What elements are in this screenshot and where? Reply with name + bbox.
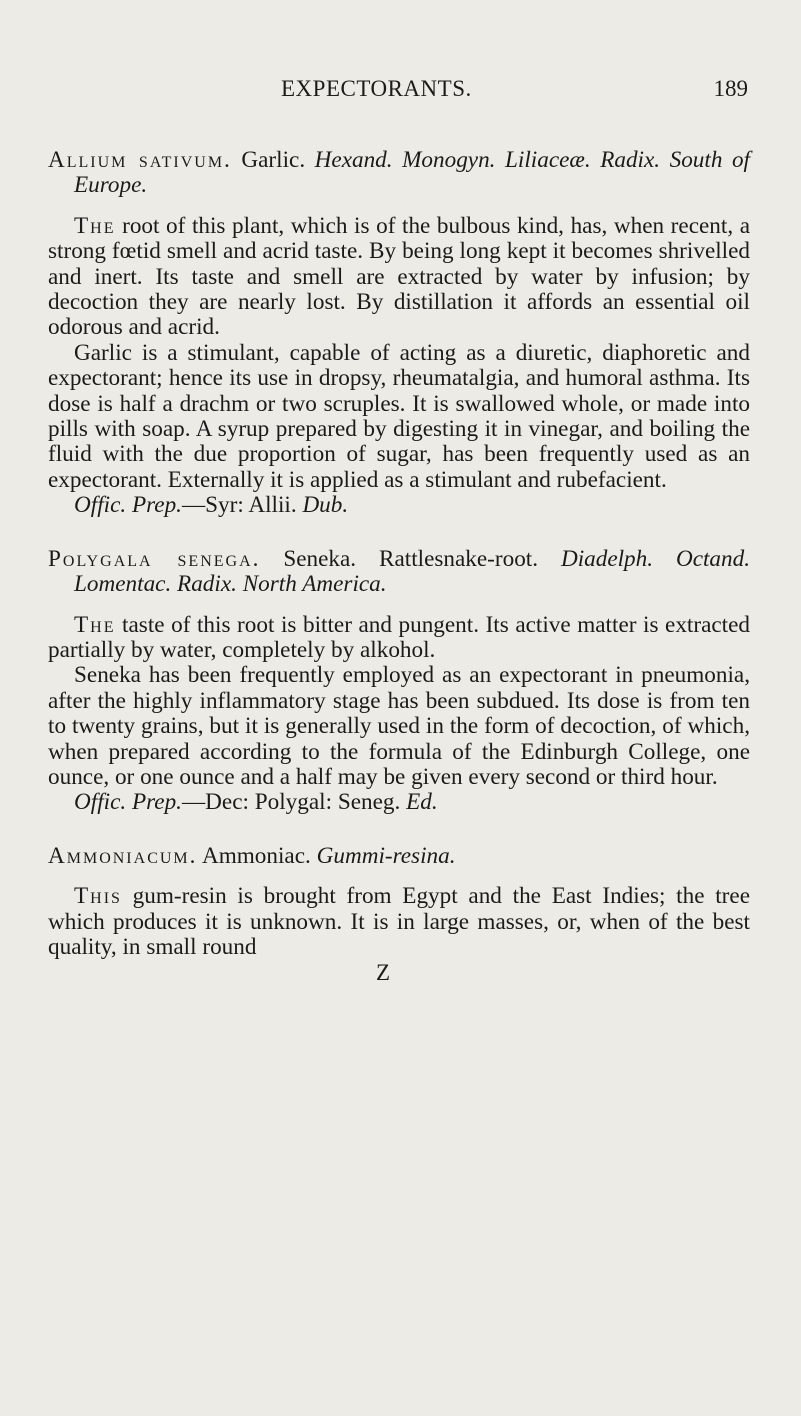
entry-heading [48, 547, 750, 598]
page-number: 189 [713, 76, 748, 101]
preparation-label: Offic. Prep. [74, 492, 182, 519]
entry-ammoniacum [48, 844, 750, 961]
entry-allium [48, 148, 750, 519]
paragraph-text: taste of this root is bitter and pungent. Its active matter is extracted partially by water, completely by alkohol. [48, 611, 750, 663]
entry-preparation [48, 790, 750, 815]
entry-classification: Diadelph. Octand. Lomentac. Radix. North America. [74, 545, 751, 598]
entry-paragraph [48, 613, 750, 664]
preparation-text: —Syr: Allii. [181, 492, 303, 519]
entry-paragraph: Garlic is a stimulant, capable of acting as a diuretic, diaphoretic and expectorant; hence its use in dropsy, rheumatalgia, and humoral asthma. Its dose is half a drachm or two scruples. It is swallowed whole, or made into pills with soap. A syrup prepared by digesting it in vinegar, and boiling the fluid with the due proportion of sugar, has been frequently used as an expectorant. Externally it is applied as a stimulant and rubefacient. [48, 339, 750, 493]
preparation-label: Offic. Prep. [74, 789, 182, 816]
entry-heading [48, 844, 750, 869]
paragraph-lead: The [74, 212, 116, 239]
entry-common-name: Seneka. Rattlesnake-root. [260, 545, 561, 572]
preparation-source: Dub. [302, 492, 349, 519]
entry-classification: Gummi-resina. [316, 842, 456, 869]
preparation-text: —Dec: Polygal: Seneg. [181, 789, 407, 816]
entry-paragraph [48, 884, 750, 960]
entry-paragraph [48, 214, 750, 341]
running-title: EXPECTORANTS. [281, 76, 472, 101]
signature-mark: Z [376, 960, 391, 986]
running-head [48, 76, 748, 106]
entry-latin-name: Polygala senega. [48, 545, 261, 572]
entry-latin-name: Ammoniacum. [48, 842, 198, 869]
entry-classification: Hexand. Monogyn. Liliaceæ. Radix. South of Europe. [74, 147, 750, 199]
paragraph-lead: The [74, 611, 116, 638]
preparation-source: Ed. [406, 789, 438, 816]
entry-paragraph: Seneka has been frequently employed as an expectorant in pneumonia, after the highly inflammatory stage has been subdued. Its dose is from ten to twenty grains, but it is generally used in the form of decoction, of which, when prepared according to the formula of the Edinburgh College, one ounce, or one ounce and a half may be given every second or third hour. [48, 662, 750, 790]
entry-divider [48, 816, 750, 844]
entry-latin-name: Allium sativum. [48, 147, 232, 173]
entry-preparation [48, 493, 750, 518]
paragraph-lead: This [74, 883, 122, 910]
entry-polygala [48, 547, 750, 816]
entry-heading [48, 148, 750, 199]
entry-divider [48, 519, 750, 547]
entry-common-name: Ammoniac. [197, 842, 317, 869]
paragraph-text: gum-resin is brought from Egypt and the East Indies; the tree which produces it is unknown. It is in large masses, or, when of the best quality, in small round [48, 883, 750, 960]
entry-common-name: Garlic. [231, 147, 315, 173]
page-body [48, 148, 750, 986]
paragraph-text: root of this plant, which is of the bulbous kind, has, when recent, a strong fœtid smell and acrid taste. By being long kept it becomes shrivelled and inert. Its taste and smell are extracted by water by infusion; by decoction they are nearly lost. By distillation it affords an essential oil odorous and acrid. [48, 212, 750, 341]
